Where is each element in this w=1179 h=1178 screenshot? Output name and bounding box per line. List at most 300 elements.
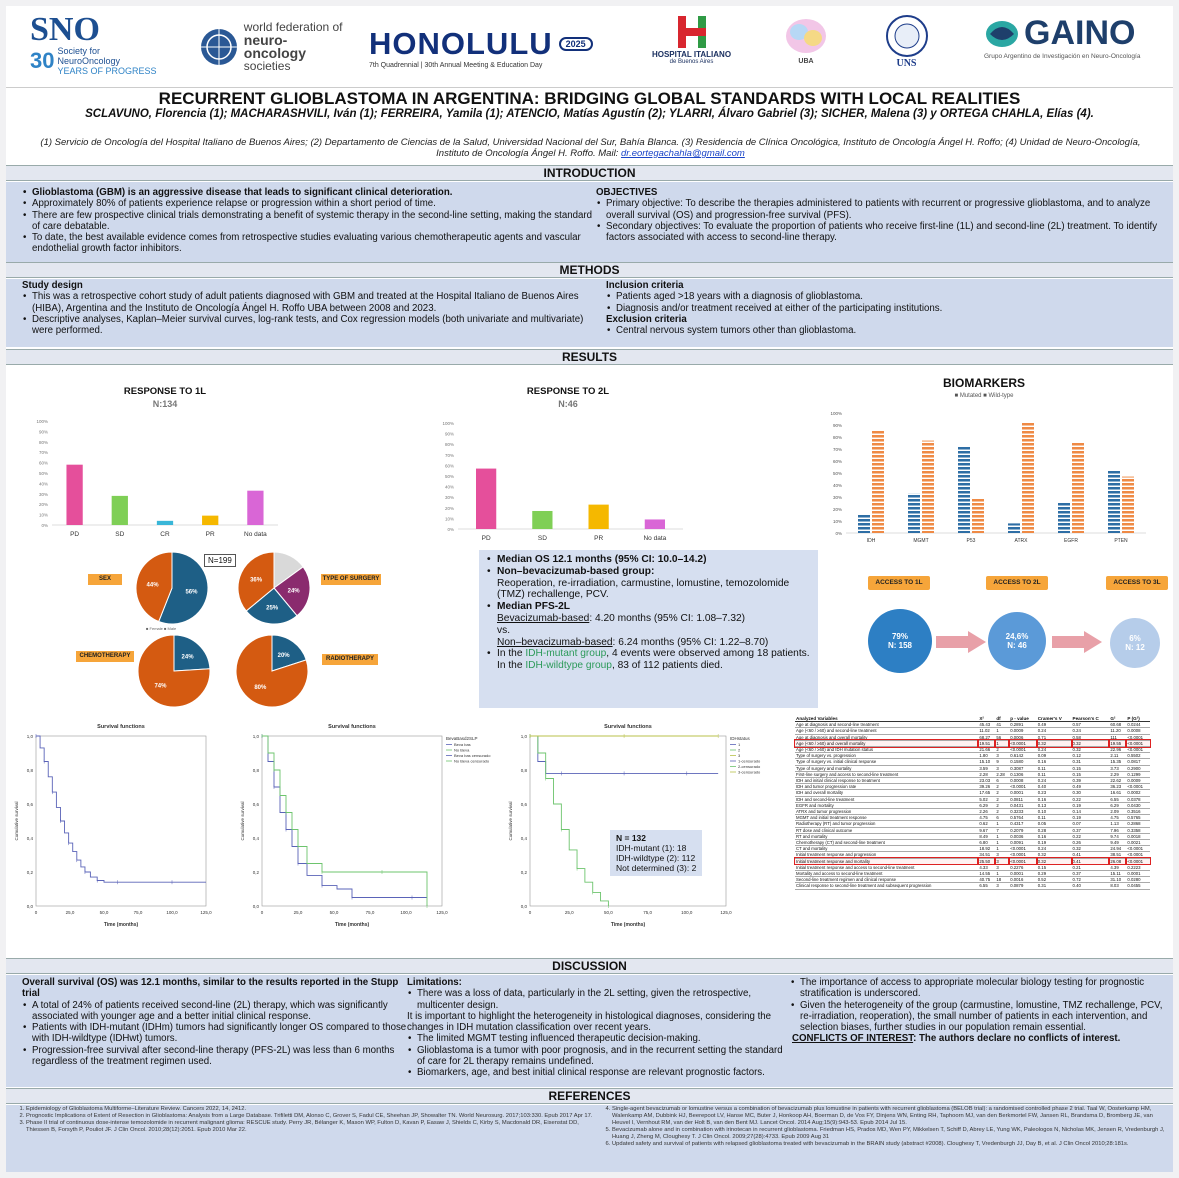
table-cell: 40.75	[978, 877, 995, 883]
plot-frame	[262, 736, 442, 906]
discussion-c3-list	[790, 977, 1166, 1033]
table-cell: 1.13	[1109, 821, 1126, 827]
honolulu-sub: 7th Quadrennial | 30th Annual Meeting & Education Day	[369, 61, 543, 69]
table-cell: 0.30	[1072, 790, 1110, 796]
table-cell: 36.23	[1109, 784, 1126, 790]
y-tick-label: 60%	[444, 463, 454, 469]
table-cell: 0.0021	[1126, 840, 1150, 846]
table-cell: 2.28	[978, 771, 995, 777]
y-tick-label: 80%	[444, 442, 454, 448]
pie-n-total: N=199	[204, 554, 236, 567]
x-tick-label: PR	[594, 535, 604, 542]
y-tick-label: 20%	[38, 502, 48, 508]
table-cell: 11.02	[978, 728, 995, 734]
table-cell: 45.43	[978, 722, 995, 728]
uba-logo	[776, 14, 836, 80]
table-cell: 0.24	[1072, 728, 1110, 734]
table-cell: 14.55	[978, 871, 995, 877]
table-cell: 8.49	[978, 833, 995, 839]
legend-label: 3-censurado	[738, 769, 761, 775]
table-cell: <0.0001	[1126, 852, 1150, 858]
table-cell: 0.0280	[1126, 877, 1150, 883]
bar-atrx-wild-type	[1022, 423, 1034, 533]
table-cell: 0.0001	[1126, 871, 1150, 877]
table-cell: <0.0001	[1009, 747, 1037, 753]
table-cell: 0.0002	[1126, 790, 1150, 796]
table-cell: 0.19	[1072, 802, 1110, 808]
y-tick-label: 0,4	[520, 836, 527, 841]
table-cell: 7.96	[1109, 827, 1126, 833]
x-tick-label: ATRX	[1014, 538, 1028, 544]
x-tick-label: 100,0	[166, 910, 178, 915]
idh-n-box	[610, 830, 702, 876]
y-tick-label: 0,0	[520, 904, 527, 909]
intro-bullet: • Approximately 80% of patients experience relapse or progression within a short period of time.	[22, 198, 595, 209]
table-cell: 23.03	[978, 778, 995, 784]
table-cell: 3	[995, 858, 1009, 864]
table-cell: 4.33	[978, 864, 995, 870]
legend-label: 2-censurado	[738, 764, 761, 769]
table-header-cell: df	[995, 716, 1009, 722]
study-design-title: Study design	[22, 280, 83, 291]
reference-item: 2. Prognostic Implications of Extent of Resection in Glioblastoma: Analysis from a Large Database. Trifiletti DM, Alonso C, Grover S, Fadul CE, Sheehan JP, Showalter TN. World Neurosurg. 2017;103:330. Epub 2017 Apr 17.	[26, 1113, 600, 1120]
bar-pten-wild-type	[1122, 477, 1134, 533]
intro-left	[22, 187, 595, 255]
y-tick-label: 60%	[832, 459, 842, 464]
sno-line1: Society for NeuroOncology	[57, 46, 121, 66]
table-cell: 0.1306	[1009, 771, 1037, 777]
bar-no-data	[247, 491, 263, 525]
y-tick-label: 1,0	[520, 734, 527, 739]
bev-label: Bevacizumab-based	[497, 612, 590, 624]
x-tick-label: 25,0	[293, 910, 303, 915]
table-cell: 0.0008	[1009, 778, 1037, 784]
table-cell: 0.1299	[1126, 771, 1150, 777]
y-tick-label: 0,8	[252, 768, 259, 773]
references-right	[604, 1106, 1166, 1148]
x-axis-label: Time (months)	[334, 922, 370, 928]
x-tick-label: P53	[966, 538, 976, 544]
x-tick-label: 75,0	[133, 910, 143, 915]
bar-pten-mutated	[1108, 471, 1120, 533]
table-header-cell: Analyzed Variables	[795, 716, 978, 722]
y-tick-label: 0,2	[26, 870, 33, 875]
biomarkers-legend: ■ Mutated ■ Wild-type	[954, 393, 1014, 399]
y-tick-label: 40%	[444, 484, 454, 490]
inclusion-title: Inclusion criteria	[606, 280, 684, 291]
pie-slice	[174, 635, 210, 671]
table-cell: 0.5765	[1126, 815, 1150, 821]
pie-label: 44%	[146, 582, 159, 589]
table-cell: First-line surgery and access to second-line treatment	[795, 771, 978, 777]
table-cell: 0.16	[1037, 796, 1072, 802]
table-cell: 0.32	[1037, 852, 1072, 858]
x-tick-label: CR	[160, 531, 170, 538]
table-cell: 1	[995, 846, 1009, 852]
idh-wt-post: , 83 of 112 patients died.	[611, 660, 723, 672]
table-cell: 8.03	[1109, 883, 1126, 889]
pie-label: 25%	[266, 605, 279, 612]
table-cell: 2	[995, 784, 1009, 790]
uns-logo	[879, 14, 934, 80]
table-header-cell: p - value	[1009, 716, 1037, 722]
table-cell: 2	[995, 809, 1009, 815]
wfno-logo	[199, 14, 349, 80]
table-cell: Second-line treatment regimen and clinical response	[795, 877, 978, 883]
y-tick-label: 0,8	[520, 768, 527, 773]
idh-mut-post: , 4 events were observed among 18 patients.	[606, 648, 810, 660]
table-cell: 0.3358	[1126, 827, 1150, 833]
table-cell: 0.0036	[1009, 833, 1037, 839]
honolulu-year: 2025	[559, 37, 593, 51]
affiliations-text: (1) Servicio de Oncología del Hospital Italiano de Buenos Aires; (2) Departamento de Ciencias de la Salud, Universidad Nacional del Sur, Bahía Blanca. (3) Residencia de Clínica Oncológica, Instituto de Oncología Ángel H. Roffo; (4) Unidad de Neuro-Oncología, Instituto de Oncología Ángel H. Roffo. Mail:	[40, 137, 1141, 159]
table-cell: IDH and initial clinical response to treatment	[795, 778, 978, 784]
access-1l-pct: 79%	[891, 632, 908, 641]
table-header-cell: Pearson's C	[1072, 716, 1110, 722]
table-cell: 4.75	[1109, 815, 1126, 821]
objective-bullet: • Primary objective: To describe the therapies administered to patients with recurrent or progressive glioblastoma, and to analyze overall survival (OS) and progression-free survival (PFS).	[596, 198, 1168, 221]
y-tick-label: 50%	[444, 474, 454, 479]
table-cell: 2	[995, 747, 1009, 753]
exclusion-list	[606, 325, 1166, 336]
gaino-logo	[984, 14, 1164, 80]
table-cell: 0.24	[1037, 778, 1072, 784]
wfno-line1: world federation of	[243, 20, 343, 34]
idh-mut-pre: In the	[497, 648, 526, 660]
x-tick-label: 75,0	[643, 910, 652, 915]
table-cell: 1	[995, 871, 1009, 877]
uba-text: UBA	[798, 58, 814, 65]
table-cell: 0.40	[1037, 784, 1072, 790]
table-cell: 3	[995, 864, 1009, 870]
bar-cr	[157, 521, 173, 525]
table-cell: 1	[995, 833, 1009, 839]
x-tick-label: 50,0	[604, 910, 613, 915]
x-axis-label: Time (months)	[103, 922, 139, 928]
table-cell: Type of surgery vs. initial clinical response	[795, 759, 978, 765]
idh-mut-item	[485, 648, 812, 672]
table-cell: <0.0001	[1126, 734, 1150, 740]
y-tick-label: 50%	[832, 471, 842, 476]
table-header-cell: Cramer's V	[1037, 716, 1072, 722]
reference-item: 6. Updated safety and survival of patients with relapsed glioblastoma treated with bevacizumab in the BRAIN study (abstract #2008). Cloughesy T, Vredenburgh JJ, Day B, et al. J Clin Oncol 2010;28:181s.	[612, 1141, 1166, 1148]
y-tick-label: 10%	[832, 519, 842, 524]
table-cell: 34.51	[978, 852, 995, 858]
access-3l-n: N: 12	[1125, 643, 1145, 652]
table-cell: 0.11	[1037, 765, 1072, 771]
y-axis-label: Cumulative survival	[14, 801, 19, 841]
table-cell: 0.0431	[1009, 802, 1037, 808]
table-row	[795, 883, 1150, 889]
table-cell: 6.55	[978, 883, 995, 889]
table-cell: 0.26	[1072, 840, 1110, 846]
y-tick-label: 100%	[442, 421, 454, 426]
sno-30-text: 30	[30, 48, 55, 73]
arrow-right-icon-2	[1052, 631, 1102, 653]
biomarkers-title: BIOMARKERS	[942, 376, 1025, 390]
y-tick-label: 0,2	[252, 870, 259, 875]
bar-p53-wild-type	[972, 498, 984, 533]
table-cell: <0.0001	[1009, 740, 1037, 746]
x-tick-label: 0	[260, 910, 264, 915]
y-tick-label: 0,4	[252, 836, 259, 841]
legend-label: 2	[738, 747, 741, 753]
honolulu-text: HONOLULU	[369, 25, 553, 61]
table-cell: 18	[995, 877, 1009, 883]
table-cell: 2.09	[1109, 809, 1126, 815]
pie-label: 24%	[287, 588, 300, 595]
table-cell: 0.1580	[1009, 759, 1037, 765]
x-tick-label: 0	[34, 910, 38, 915]
reference-item: 5. Bevacizumab alone and in combination with irinotecan in recurrent glioblastoma. Friedman HS, Prados MD, Wen PY, Mikkelsen T, Schiff D, Abrey LE, Yung WK, Paleologos N, Nicholas MK, Jensen R, Vredenburgh J, Huang J, Zheng M, Cloughesy T. J Clin Oncol. 2009;27(28):4733. Epub 2009 Aug 31	[612, 1127, 1166, 1141]
table-cell: <0.0001	[1126, 858, 1150, 864]
authors: SCLAVUNO, Florencia (1); MACHARASHVILI, Iván (1); FERREIRA, Yamila (1); ATENCIO, Matías Agustín (2); YLARRI, Álvaro Gabriel (3); SICHER, Malena (3) y ORTEGA CHAHLA, Elías (4).	[85, 108, 1094, 120]
nonbev-title: Non–bevacizumab-based group:	[497, 565, 655, 577]
table-cell: Age (<60 / ≥60) and IDH mutation status	[795, 747, 978, 753]
table-cell: 0.10	[1037, 809, 1072, 815]
table-cell: 2.28	[995, 771, 1009, 777]
plot-title: Survival functions	[97, 724, 145, 730]
table-cell: 0.0091	[1009, 840, 1037, 846]
table-cell: 19.55	[1109, 740, 1126, 746]
os-survival-plot	[6, 714, 216, 944]
y-tick-label: 0,2	[520, 870, 527, 875]
table-cell: IDH and second-line treatment	[795, 796, 978, 802]
resp2l-title: RESPONSE TO 2L	[526, 386, 610, 397]
pie-label: 74%	[154, 683, 167, 690]
x-tick-label: MGMT	[913, 538, 929, 544]
table-cell: 0.14	[1072, 809, 1110, 815]
table-cell: 9.67	[978, 827, 995, 833]
legend-label: Beva bas	[454, 742, 471, 747]
hospital-logo	[644, 14, 739, 80]
table-cell: 0.09	[1037, 753, 1072, 759]
table-cell: ATRX and tumor progression	[795, 809, 978, 815]
bar-mgmt-mutated	[908, 493, 920, 533]
plot-title: Survival functions	[328, 724, 376, 730]
radio-tag: RADIOTHERAPY	[322, 654, 378, 665]
x-axis-label: Time (months)	[610, 922, 646, 928]
intro-bullet: • Glioblastoma (GBM) is an aggressive disease that leads to significant clinical deterioration.	[22, 187, 595, 198]
table-cell: IDH and tumor progression rate	[795, 784, 978, 790]
references-header: REFERENCES	[6, 1088, 1173, 1104]
pie-label: 56%	[185, 589, 198, 596]
table-header-cell: G²	[1109, 716, 1126, 722]
bar-pd	[476, 469, 496, 529]
table-cell: 60.68	[1109, 722, 1126, 728]
analysis-table	[795, 716, 1150, 890]
study-bullet: • This was a retrospective cohort study of adult patients diagnosed with GBM and treated at the Hospital Italiano de Buenos Aires (HIBA), Argentina and the Instituto de Oncología Ángel H. Roffo UBA between 2008 and 2023.	[22, 291, 607, 314]
y-tick-label: 0,0	[252, 904, 259, 909]
x-tick-label: EGFR	[1064, 538, 1078, 544]
table-cell: 2	[995, 790, 1009, 796]
resp1l-title: RESPONSE TO 1L	[123, 386, 207, 397]
bar-sd	[112, 496, 128, 525]
table-cell: 6.55	[1109, 796, 1126, 802]
table-cell: 0.0244	[1126, 722, 1150, 728]
discussion-c1-list	[22, 1000, 408, 1068]
x-tick-label: PR	[205, 531, 215, 538]
table-cell: 1	[995, 740, 1009, 746]
table-cell: 0.2900	[1126, 765, 1150, 771]
x-tick-label: 25,0	[564, 910, 574, 915]
sno-logo	[30, 11, 160, 80]
access-2l-circle	[988, 612, 1046, 670]
table-cell: 0.0001	[1009, 871, 1037, 877]
access-2l-pct: 24,6%	[1005, 632, 1029, 641]
biomarkers-chart	[814, 403, 1154, 548]
results-stats-box	[479, 550, 818, 708]
table-cell: EGFR and mortality	[795, 802, 978, 808]
references-left	[18, 1106, 600, 1134]
table-cell: 2.29	[1109, 771, 1126, 777]
table-cell: 26.08	[1109, 858, 1126, 864]
table-cell: Age at diagnosis and overall mortality	[795, 734, 978, 740]
table-cell: 0.57	[1072, 722, 1110, 728]
table-cell: 15.35	[1109, 759, 1126, 765]
table-cell: 41	[995, 722, 1009, 728]
legend-label: 3	[738, 753, 741, 758]
bar-mgmt-wild-type	[922, 441, 934, 533]
table-cell: 0.40	[1072, 883, 1110, 889]
intro-header: INTRODUCTION	[6, 165, 1173, 181]
table-cell: 2	[995, 802, 1009, 808]
pie-label: 24%	[181, 654, 194, 661]
x-tick-label: 125,0	[720, 910, 732, 915]
table-cell: 0.22	[1072, 833, 1110, 839]
poster	[6, 6, 1173, 1172]
table-cell: 1.80	[978, 753, 995, 759]
x-tick-label: PD	[70, 531, 80, 538]
brain-icon	[784, 14, 828, 58]
table-cell: 0.24	[1037, 747, 1072, 753]
access-1l-circle	[868, 609, 932, 673]
legend-title: BevaBasd2SLP	[446, 736, 478, 741]
table-cell: Initial treatment response and access to second-line treatment	[795, 864, 978, 870]
table-cell: 0.2276	[1009, 864, 1037, 870]
table-cell: 0.21	[1072, 864, 1110, 870]
table-cell: 19.51	[978, 740, 995, 746]
table-cell: 3	[995, 852, 1009, 858]
inclusion-bullet: • Diagnosis and/or treatment received at either of the participating institutions.	[606, 303, 1166, 314]
table-cell: MGMT and initial treatment response	[795, 815, 978, 821]
vs-text: vs.	[497, 624, 511, 636]
table-cell: 0.37	[1072, 871, 1110, 877]
table-cell: 0.52	[1037, 877, 1072, 883]
table-cell: 1	[995, 840, 1009, 846]
discussion-bullet: • Patients with IDH-mutant (IDHm) tumors had significantly longer OS compared to those with IDH-wildtype (IDHwt) tumors.	[22, 1022, 408, 1045]
y-tick-label: 100%	[36, 419, 48, 424]
table-cell: <0.0001	[1126, 784, 1150, 790]
table-cell: 7	[995, 827, 1009, 833]
table-cell: 0.24	[1037, 846, 1072, 852]
table-cell: 9	[995, 759, 1009, 765]
table-cell: <0.0001	[1009, 784, 1037, 790]
x-tick-label: SD	[115, 531, 125, 538]
objectives-list	[596, 198, 1168, 243]
y-axis-label: Cumulative survival	[240, 801, 245, 841]
study-design-list	[22, 291, 607, 336]
analysis-table-body	[795, 722, 1150, 889]
intro-right	[596, 187, 1168, 243]
discussion-bullet: • Given the heterogeneity of the group (carmustine, lomustine, TMZ rechallenge, PCV, re-irradiation, reoperation), the small number of patients in each intervention, and selection biases, further studies in our population remain essential.	[790, 1000, 1166, 1034]
table-cell: 0.2223	[1126, 864, 1150, 870]
y-tick-label: 1,0	[26, 734, 33, 739]
table-cell: 0.5502	[1126, 753, 1150, 759]
table-cell: 0.41	[1072, 858, 1110, 864]
bar-no-data	[645, 519, 665, 529]
idh-wt-label: IDH-wildtype group	[525, 660, 612, 672]
discussion-header: DISCUSSION	[6, 958, 1173, 974]
table-cell: 3	[995, 883, 1009, 889]
table-cell: 1	[995, 821, 1009, 827]
objective-bullet: • Secondary objectives: To evaluate the proportion of patients who receive first-line (1L) and second-line (2L) treatment. To identify factors associated with access to second-line therapy.	[596, 221, 1168, 244]
table-cell: 3	[995, 753, 1009, 759]
idh-n-mut: IDH-mutant (1): 18	[616, 843, 687, 853]
bar-p53-mutated	[958, 447, 970, 533]
table-cell: 3	[995, 765, 1009, 771]
discussion-bullet: • Progression-free survival after second-line therapy (PFS-2L) was less than 6 months regardless of the treatment regimen used.	[22, 1045, 408, 1068]
table-cell: 0.0009	[1126, 778, 1150, 784]
table-cell: 17.65	[978, 790, 995, 796]
table-cell: 0.15	[1072, 765, 1110, 771]
pie-label: 36%	[250, 577, 263, 584]
nonbev-pfs: : 6.24 months (95% CI: 1.22–8.70)	[612, 636, 769, 648]
table-cell: 0.11	[1037, 815, 1072, 821]
table-cell: 0.11	[1037, 771, 1072, 777]
y-tick-label: 0,6	[252, 802, 259, 807]
table-cell: 22.96	[1109, 747, 1126, 753]
table-cell: 0.22	[1072, 796, 1110, 802]
resp2l-n: N:46	[558, 399, 578, 409]
x-tick-label: No data	[643, 535, 667, 542]
x-tick-label: 100,0	[400, 910, 412, 915]
table-cell: Clinical response to second-line treatment and subsequent progression	[795, 883, 978, 889]
chemo-pie	[136, 633, 212, 709]
table-cell: 0.62	[978, 821, 995, 827]
table-cell: 0.49	[1037, 722, 1072, 728]
x-tick-label: 125,0	[200, 910, 212, 915]
sno-line2: YEARS OF PROGRESS	[57, 66, 157, 76]
methods-left	[22, 280, 607, 336]
discussion-bullet: • Glioblastoma is a tumor with poor prognosis, and in the recurrent setting the standard of care for 2L therapy remains undefined.	[407, 1045, 790, 1068]
table-cell: 0.3516	[1126, 809, 1150, 815]
pie-label: 20%	[277, 652, 290, 659]
access-2l-n: N: 46	[1007, 641, 1027, 650]
table-cell: 3.73	[1109, 765, 1126, 771]
sno-logo-text: SNO	[30, 11, 100, 48]
x-tick-label: 50,0	[329, 910, 339, 915]
y-tick-label: 0,4	[26, 836, 33, 841]
y-tick-label: 30%	[832, 495, 842, 500]
table-cell: 0.0455	[1126, 883, 1150, 889]
y-tick-label: 50%	[38, 471, 48, 476]
surgery-pie	[236, 550, 312, 626]
table-cell: 0.0430	[1126, 802, 1150, 808]
mail-link[interactable]: dr.eortegachahla@gmail.com	[620, 148, 745, 159]
table-cell: 5.02	[978, 796, 995, 802]
study-bullet: • Descriptive analyses, Kaplan–Meier survival curves, log-rank tests, and Cox regression models (both univariate and multivariate) were performed.	[22, 314, 607, 337]
table-cell: 0.2868	[1126, 821, 1150, 827]
bar-atrx-mutated	[1008, 523, 1020, 533]
table-cell: 111	[1109, 734, 1126, 740]
table-cell: 0.6142	[1009, 753, 1037, 759]
table-cell: Age (<60 / ≥60) and overall mortality	[795, 740, 978, 746]
inclusion-list	[606, 291, 1166, 314]
table-cell: 21.66	[978, 747, 995, 753]
median-os: • Median OS 12.1 months (95% CI: 10.0–14.2)	[485, 554, 812, 566]
x-tick-label: PTEN	[1114, 538, 1128, 544]
